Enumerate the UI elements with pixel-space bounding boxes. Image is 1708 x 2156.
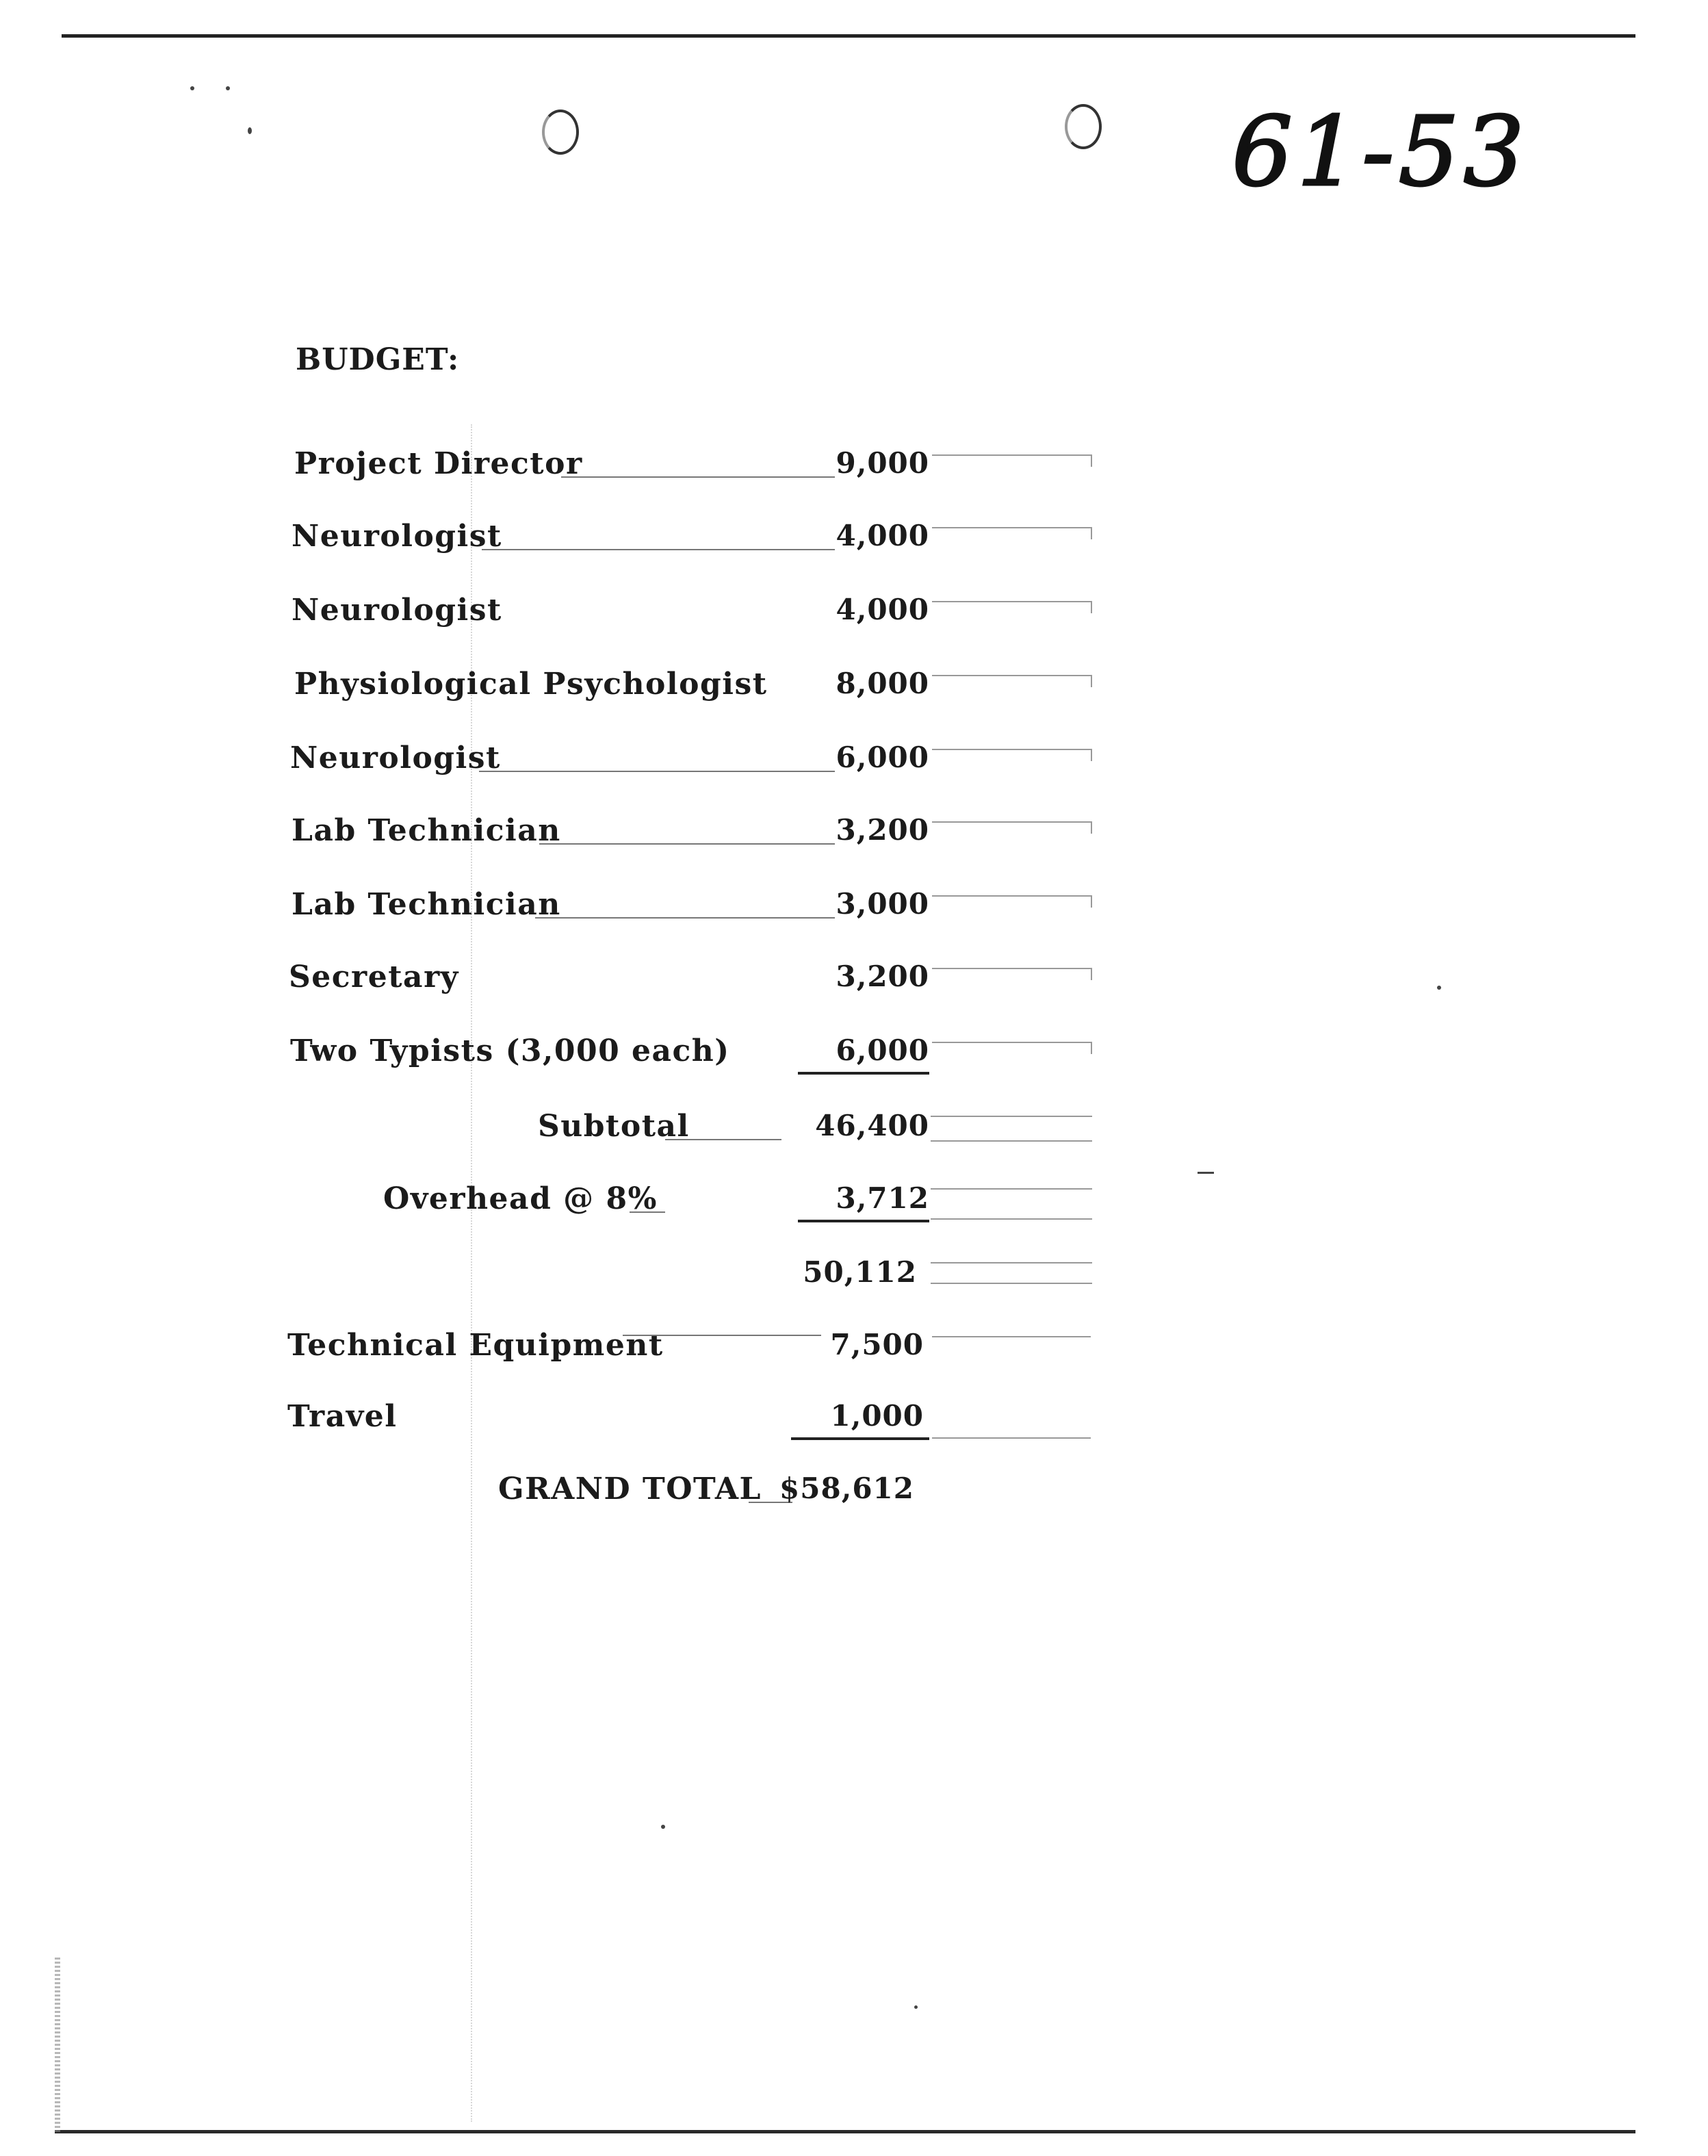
budget-line-item (0, 960, 1708, 1001)
line-item-label: Neurologist (290, 741, 501, 775)
column-rule (932, 1042, 1091, 1043)
line-item-label: Physiological Psychologist (294, 667, 768, 702)
after-overhead-amount: 50,112 (803, 1255, 917, 1289)
subtotal-amount: 46,400 (815, 1109, 929, 1142)
handwritten-note-text: 61-53 (1232, 97, 1529, 208)
column-rule-tick (1091, 968, 1092, 980)
punch-hole-icon (542, 110, 579, 155)
extra-item-label: Technical Equipment (287, 1328, 664, 1363)
line-item-amount: 4,000 (836, 593, 929, 626)
budget-extra-item (0, 1399, 1708, 1440)
column-rule (932, 527, 1091, 528)
column-rule-tick (1091, 749, 1092, 761)
overhead-row (0, 1181, 1708, 1222)
speck (661, 1825, 665, 1829)
column-rule (931, 1140, 1092, 1142)
sum-underline (791, 1437, 929, 1440)
overhead-amount: 3,712 (836, 1181, 929, 1215)
line-item-label: Secretary (289, 960, 459, 994)
sum-underline (798, 1072, 929, 1075)
scan-edge (55, 1958, 60, 2132)
line-item-amount: 3,200 (836, 813, 929, 847)
budget-line-item (0, 813, 1708, 854)
column-rule (932, 454, 1091, 456)
grand-total-row (0, 1472, 1708, 1513)
column-rule (932, 895, 1091, 897)
budget-line-item (0, 1034, 1708, 1075)
budget-line-item (0, 593, 1708, 634)
column-rule-tick (1091, 895, 1092, 908)
leader-line (665, 1139, 781, 1140)
subtotal-label: Subtotal (538, 1109, 690, 1144)
bottom-rule (55, 2130, 1635, 2133)
overhead-label: Overhead @ 8% (383, 1181, 658, 1216)
budget-extra-item (0, 1328, 1708, 1369)
column-rule (931, 1188, 1092, 1190)
subtotal-row (0, 1109, 1708, 1150)
speck (1198, 1172, 1214, 1174)
column-rule (932, 675, 1091, 676)
leader-line (630, 1211, 665, 1213)
top-rule (62, 34, 1635, 38)
line-item-amount: 8,000 (836, 667, 929, 700)
speck (248, 127, 252, 134)
speck (226, 86, 230, 90)
column-rule (932, 1437, 1091, 1439)
column-rule (932, 601, 1091, 602)
line-item-amount: 4,000 (836, 519, 929, 552)
speck (190, 86, 194, 90)
budget-line-item (0, 741, 1708, 782)
column-rule-tick (1091, 601, 1092, 613)
line-item-label: Lab Technician (292, 887, 561, 922)
after-overhead-row (0, 1255, 1708, 1296)
extra-item-label: Travel (287, 1399, 398, 1434)
budget-line-item (0, 519, 1708, 560)
column-rule-tick (1091, 675, 1092, 687)
column-rule-tick (1091, 1042, 1092, 1054)
line-item-amount: 3,000 (836, 887, 929, 921)
budget-line-item (0, 667, 1708, 708)
grand-total-label: GRAND TOTAL (498, 1472, 762, 1506)
sum-underline (798, 1220, 929, 1222)
line-item-amount: 6,000 (836, 741, 929, 774)
line-item-amount: 3,200 (836, 960, 929, 993)
line-item-label: Project Director (294, 446, 583, 481)
punch-hole-icon (1065, 104, 1102, 149)
budget-line-item (0, 887, 1708, 928)
column-rule (931, 1116, 1092, 1117)
column-rule-tick (1091, 527, 1092, 539)
handwritten-note (1232, 96, 1574, 233)
line-item-label: Neurologist (292, 593, 502, 628)
speck (914, 2005, 918, 2009)
column-rule (932, 968, 1091, 969)
budget-line-item (0, 446, 1708, 487)
column-rule (932, 821, 1091, 823)
column-rule (932, 749, 1091, 750)
extra-item-amount: 1,000 (830, 1399, 924, 1433)
column-rule (932, 1336, 1091, 1337)
line-item-label: Two Typists (3,000 each) (290, 1034, 730, 1068)
column-rule (931, 1283, 1092, 1284)
line-item-amount: 6,000 (836, 1034, 929, 1067)
line-item-label: Neurologist (292, 519, 502, 554)
line-item-amount: 9,000 (836, 446, 929, 480)
column-rule (931, 1218, 1092, 1220)
column-rule-tick (1091, 454, 1092, 467)
column-rule (931, 1262, 1092, 1263)
line-item-label: Lab Technician (292, 813, 561, 848)
extra-item-amount: 7,500 (830, 1328, 924, 1361)
column-rule-tick (1091, 821, 1092, 834)
budget-title: BUDGET: (296, 342, 460, 377)
grand-total-amount: $58,612 (779, 1472, 914, 1505)
